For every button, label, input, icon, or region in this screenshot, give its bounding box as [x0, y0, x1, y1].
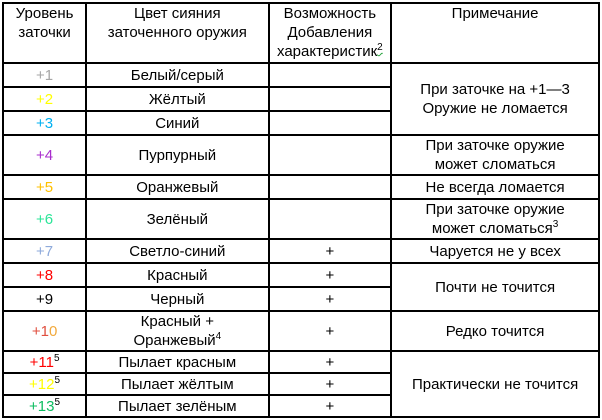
table-row — [3, 263, 599, 287]
level-cell — [3, 135, 86, 175]
table-row — [3, 351, 599, 373]
color-cell: Жёлтый — [86, 87, 268, 111]
level-value: +13 — [29, 397, 55, 415]
level-value: +4 — [36, 146, 54, 164]
table-row — [3, 63, 599, 87]
color-footnote-4: 4 — [215, 331, 222, 342]
color-cell: Красный + Оранжевый$^4$ — [86, 311, 268, 351]
level-value: +2 — [36, 90, 54, 108]
header-color-line1: Цвет сияния — [134, 5, 221, 22]
plus-cell: + — [269, 263, 392, 287]
color-cell: Светло-синий — [86, 239, 268, 263]
table-row — [3, 311, 599, 351]
color-cell: Пылает красным — [86, 351, 268, 373]
header-row — [3, 3, 599, 63]
color-cell: Черный — [86, 287, 268, 311]
header-level — [3, 3, 86, 63]
level-cell — [3, 239, 86, 263]
note-cell: При заточке оружие может сломаться$^3$ — [391, 199, 599, 239]
plus-cell: + — [269, 373, 392, 395]
level-value: +1 — [36, 66, 54, 84]
plus-cell — [269, 175, 392, 199]
plus-cell — [269, 63, 392, 87]
level-cell — [3, 87, 86, 111]
level-value: +9 — [36, 290, 54, 308]
level-value: +12 — [29, 375, 55, 393]
plus-cell: + — [269, 311, 392, 351]
note-cell: Почти не точится — [391, 263, 599, 311]
level-footnote-5: 5 — [54, 396, 61, 408]
note-cell: При заточке на +1—3 Оружие не ломается — [391, 63, 599, 135]
color-cell: Пылает жёлтым — [86, 373, 268, 395]
table-row — [3, 135, 599, 175]
note-cell: Чаруется не у всех — [391, 239, 599, 263]
table-row — [3, 175, 599, 199]
header-note — [391, 3, 599, 63]
header-plus-line1: Возможность — [283, 5, 377, 22]
header-level-line2: заточки — [18, 24, 71, 41]
level-cell — [3, 263, 86, 287]
header-level-line1: Уровень — [15, 5, 74, 22]
level-cell — [3, 287, 86, 311]
plus-cell: + — [269, 239, 392, 263]
plus-cell: + — [269, 351, 392, 373]
level-cell — [3, 395, 86, 417]
table-row — [3, 199, 599, 239]
note-cell: Редко точится — [391, 311, 599, 351]
plus-cell — [269, 199, 392, 239]
level-value: +3 — [36, 114, 54, 132]
plus-cell: + — [269, 287, 392, 311]
note-footnote-3: 3 — [552, 219, 559, 230]
color-cell: Белый/серый — [86, 63, 268, 87]
level-cell — [3, 63, 86, 87]
color-cell: Оранжевый — [86, 175, 268, 199]
header-color — [86, 3, 268, 63]
header-plus-line2: Добавления — [287, 24, 373, 41]
color-cell: Красный — [86, 263, 268, 287]
note-cell: При заточке оружие может сломаться — [391, 135, 599, 175]
header-plus-line3: характеристик$^2$ — [277, 42, 383, 60]
color-cell: Пурпурный — [86, 135, 268, 175]
sharpening-table — [2, 2, 600, 418]
color-cell: Зелёный — [86, 199, 268, 239]
plus-cell — [269, 111, 392, 135]
level-cell — [3, 373, 86, 395]
level-cell — [3, 311, 86, 351]
level-value-part2: 0 — [48, 322, 58, 340]
note-cell: Не всегда ломается — [391, 175, 599, 199]
color-cell: Синий — [86, 111, 268, 135]
level-value: +6 — [36, 210, 54, 228]
color-cell: Пылает зелёным — [86, 395, 268, 417]
header-note-line1: Примечание — [451, 5, 539, 22]
level-value: +8 — [36, 266, 54, 284]
level-value: +7 — [36, 242, 54, 260]
plus-cell: + — [269, 395, 392, 417]
level-value: +5 — [36, 178, 54, 196]
level-value: +11 — [29, 353, 54, 371]
level-cell — [3, 199, 86, 239]
level-footnote-5: 5 — [53, 352, 60, 364]
note-cell: Практически не точится — [391, 351, 599, 417]
header-color-line2: заточенного оружия — [107, 24, 247, 41]
plus-cell — [269, 87, 392, 111]
header-plus — [269, 3, 392, 63]
plus-cell — [269, 135, 392, 175]
level-cell — [3, 111, 86, 135]
level-cell — [3, 351, 86, 373]
table-row — [3, 239, 599, 263]
level-footnote-5: 5 — [54, 374, 61, 386]
header-footnote-2: 2 — [377, 42, 383, 53]
level-cell — [3, 175, 86, 199]
level-value-part1: +1 — [31, 322, 49, 340]
